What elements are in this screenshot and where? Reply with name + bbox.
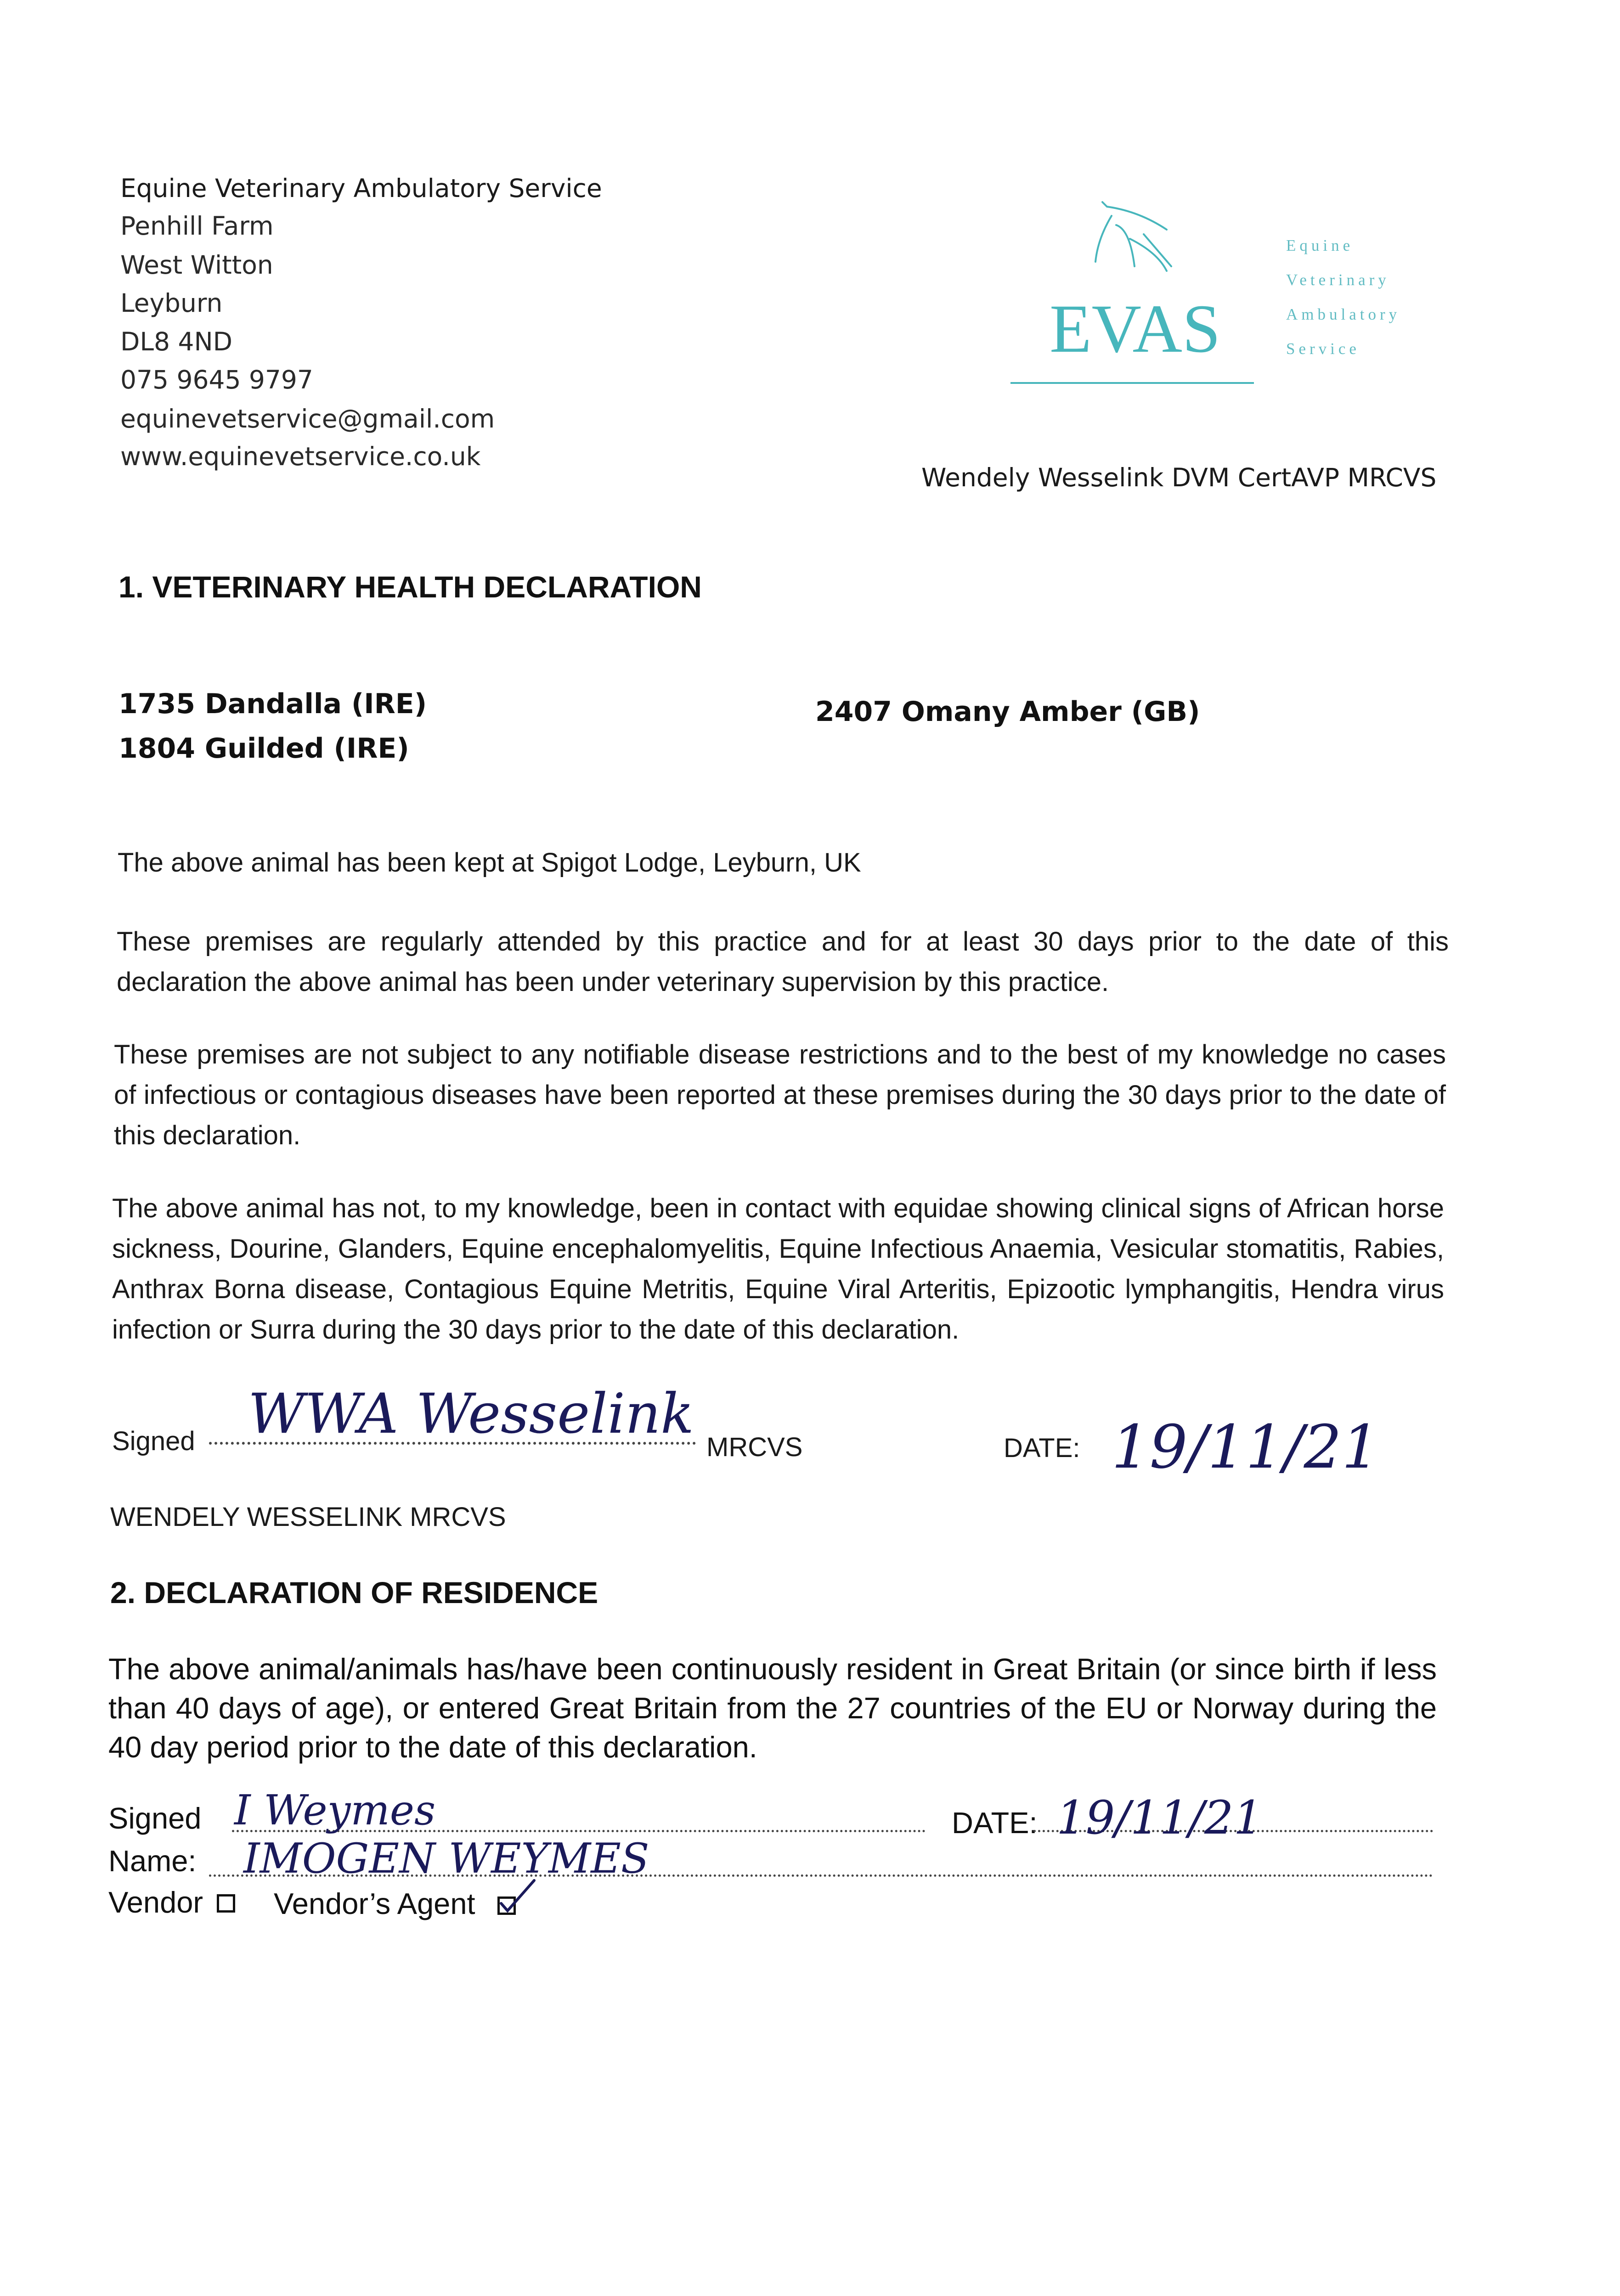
date-value: 19/11/21: [1112, 1412, 1380, 1482]
paragraph-residence: The above animal/animals has/have been continuously resident in Great Britain (or since birth if less than 40 days of age), or entered Great Britain from the 27 countries of the EU or Norway during the 40 day period prior to the date of this declaration.: [108, 1652, 1437, 1764]
horse-entry: 1735 Dandalla (IRE): [119, 688, 427, 720]
vendor-name: IMOGEN WEYMES: [243, 1835, 649, 1883]
website: www.equinevetservice.co.uk: [120, 442, 481, 471]
paragraph-restrictions: These premises are not subject to any notifiable disease restrictions and to the best of my knowledge no cases of infectious or contagious diseases have been reported at these premises during the 30 days prior to the date of this declaration.: [114, 1040, 1446, 1150]
address-line: Penhill Farm: [120, 211, 274, 241]
signed-label: Signed: [112, 1426, 195, 1456]
signatory-name: WENDELY WESSELINK MRCVS: [110, 1502, 506, 1532]
logo-text: EVAS: [1050, 291, 1221, 367]
checkmark-icon: [497, 1880, 539, 1917]
logo-tagline-line: Equine: [1286, 236, 1354, 254]
org-name: Equine Veterinary Ambulatory Service: [120, 174, 602, 203]
vet-signature: WWA Wesselink: [248, 1382, 694, 1446]
vendor-signature: I Weymes: [234, 1786, 436, 1835]
vendors-agent-checkbox[interactable]: [497, 1896, 516, 1915]
logo-tagline-line: Veterinary: [1286, 271, 1390, 289]
horse-entry: 2407 Omany Amber (GB): [815, 696, 1200, 728]
address-line: DL8 4ND: [120, 327, 232, 356]
date-label: DATE:: [952, 1806, 1038, 1840]
email-address: equinevetservice@gmail.com: [120, 404, 495, 433]
horse-entry: 1804 Guilded (IRE): [119, 732, 409, 765]
date-value: 19/11/21: [1056, 1791, 1263, 1845]
name-label: Name:: [108, 1844, 197, 1878]
vendor-checkbox[interactable]: [217, 1894, 235, 1913]
paragraph-contact: The above animal has not, to my knowledge, been in contact with equidae showing clinical signs of African horse sickness, Dourine, Glanders, Equine encephalomyelitis, Equine Infectious Anaemia, Vesicular stomatitis, Rabies, Anthrax Borna disease, Contagious Equine Metritis, Equine Viral Arteritis, Epizootic lymphangitis, Hendra virus infection or Surra during the 30 days prior to the date of this declaration.: [112, 1193, 1444, 1345]
section2-title: 2. DECLARATION OF RESIDENCE: [110, 1576, 598, 1609]
vet-name: Wendely Wesselink DVM CertAVP MRCVS: [921, 463, 1437, 492]
logo-tagline-line: Ambulatory: [1286, 305, 1401, 323]
address-line: Leyburn: [120, 288, 223, 318]
date-label: DATE:: [1004, 1433, 1080, 1463]
vendor-label: Vendor: [108, 1885, 203, 1919]
paragraph-attended: These premises are regularly attended by this practice and for at least 30 days prior to the date of this declaration the above animal has been under veterinary supervision by this practice.: [117, 927, 1449, 997]
signed-label: Signed: [108, 1801, 202, 1835]
logo-tagline-line: Service: [1286, 340, 1360, 358]
section1-title: 1. VETERINARY HEALTH DECLARATION: [119, 570, 702, 604]
horse-head-icon: [1070, 197, 1208, 289]
paragraph-kept: The above animal has been kept at Spigot Lodge, Leyburn, UK: [118, 848, 861, 878]
address-line: West Witton: [120, 250, 273, 280]
signed-suffix: MRCVS: [706, 1432, 803, 1462]
logo-underline: [1010, 382, 1254, 384]
vendors-agent-label: Vendor’s Agent: [274, 1887, 475, 1920]
phone-number: 075 9645 9797: [120, 365, 313, 394]
